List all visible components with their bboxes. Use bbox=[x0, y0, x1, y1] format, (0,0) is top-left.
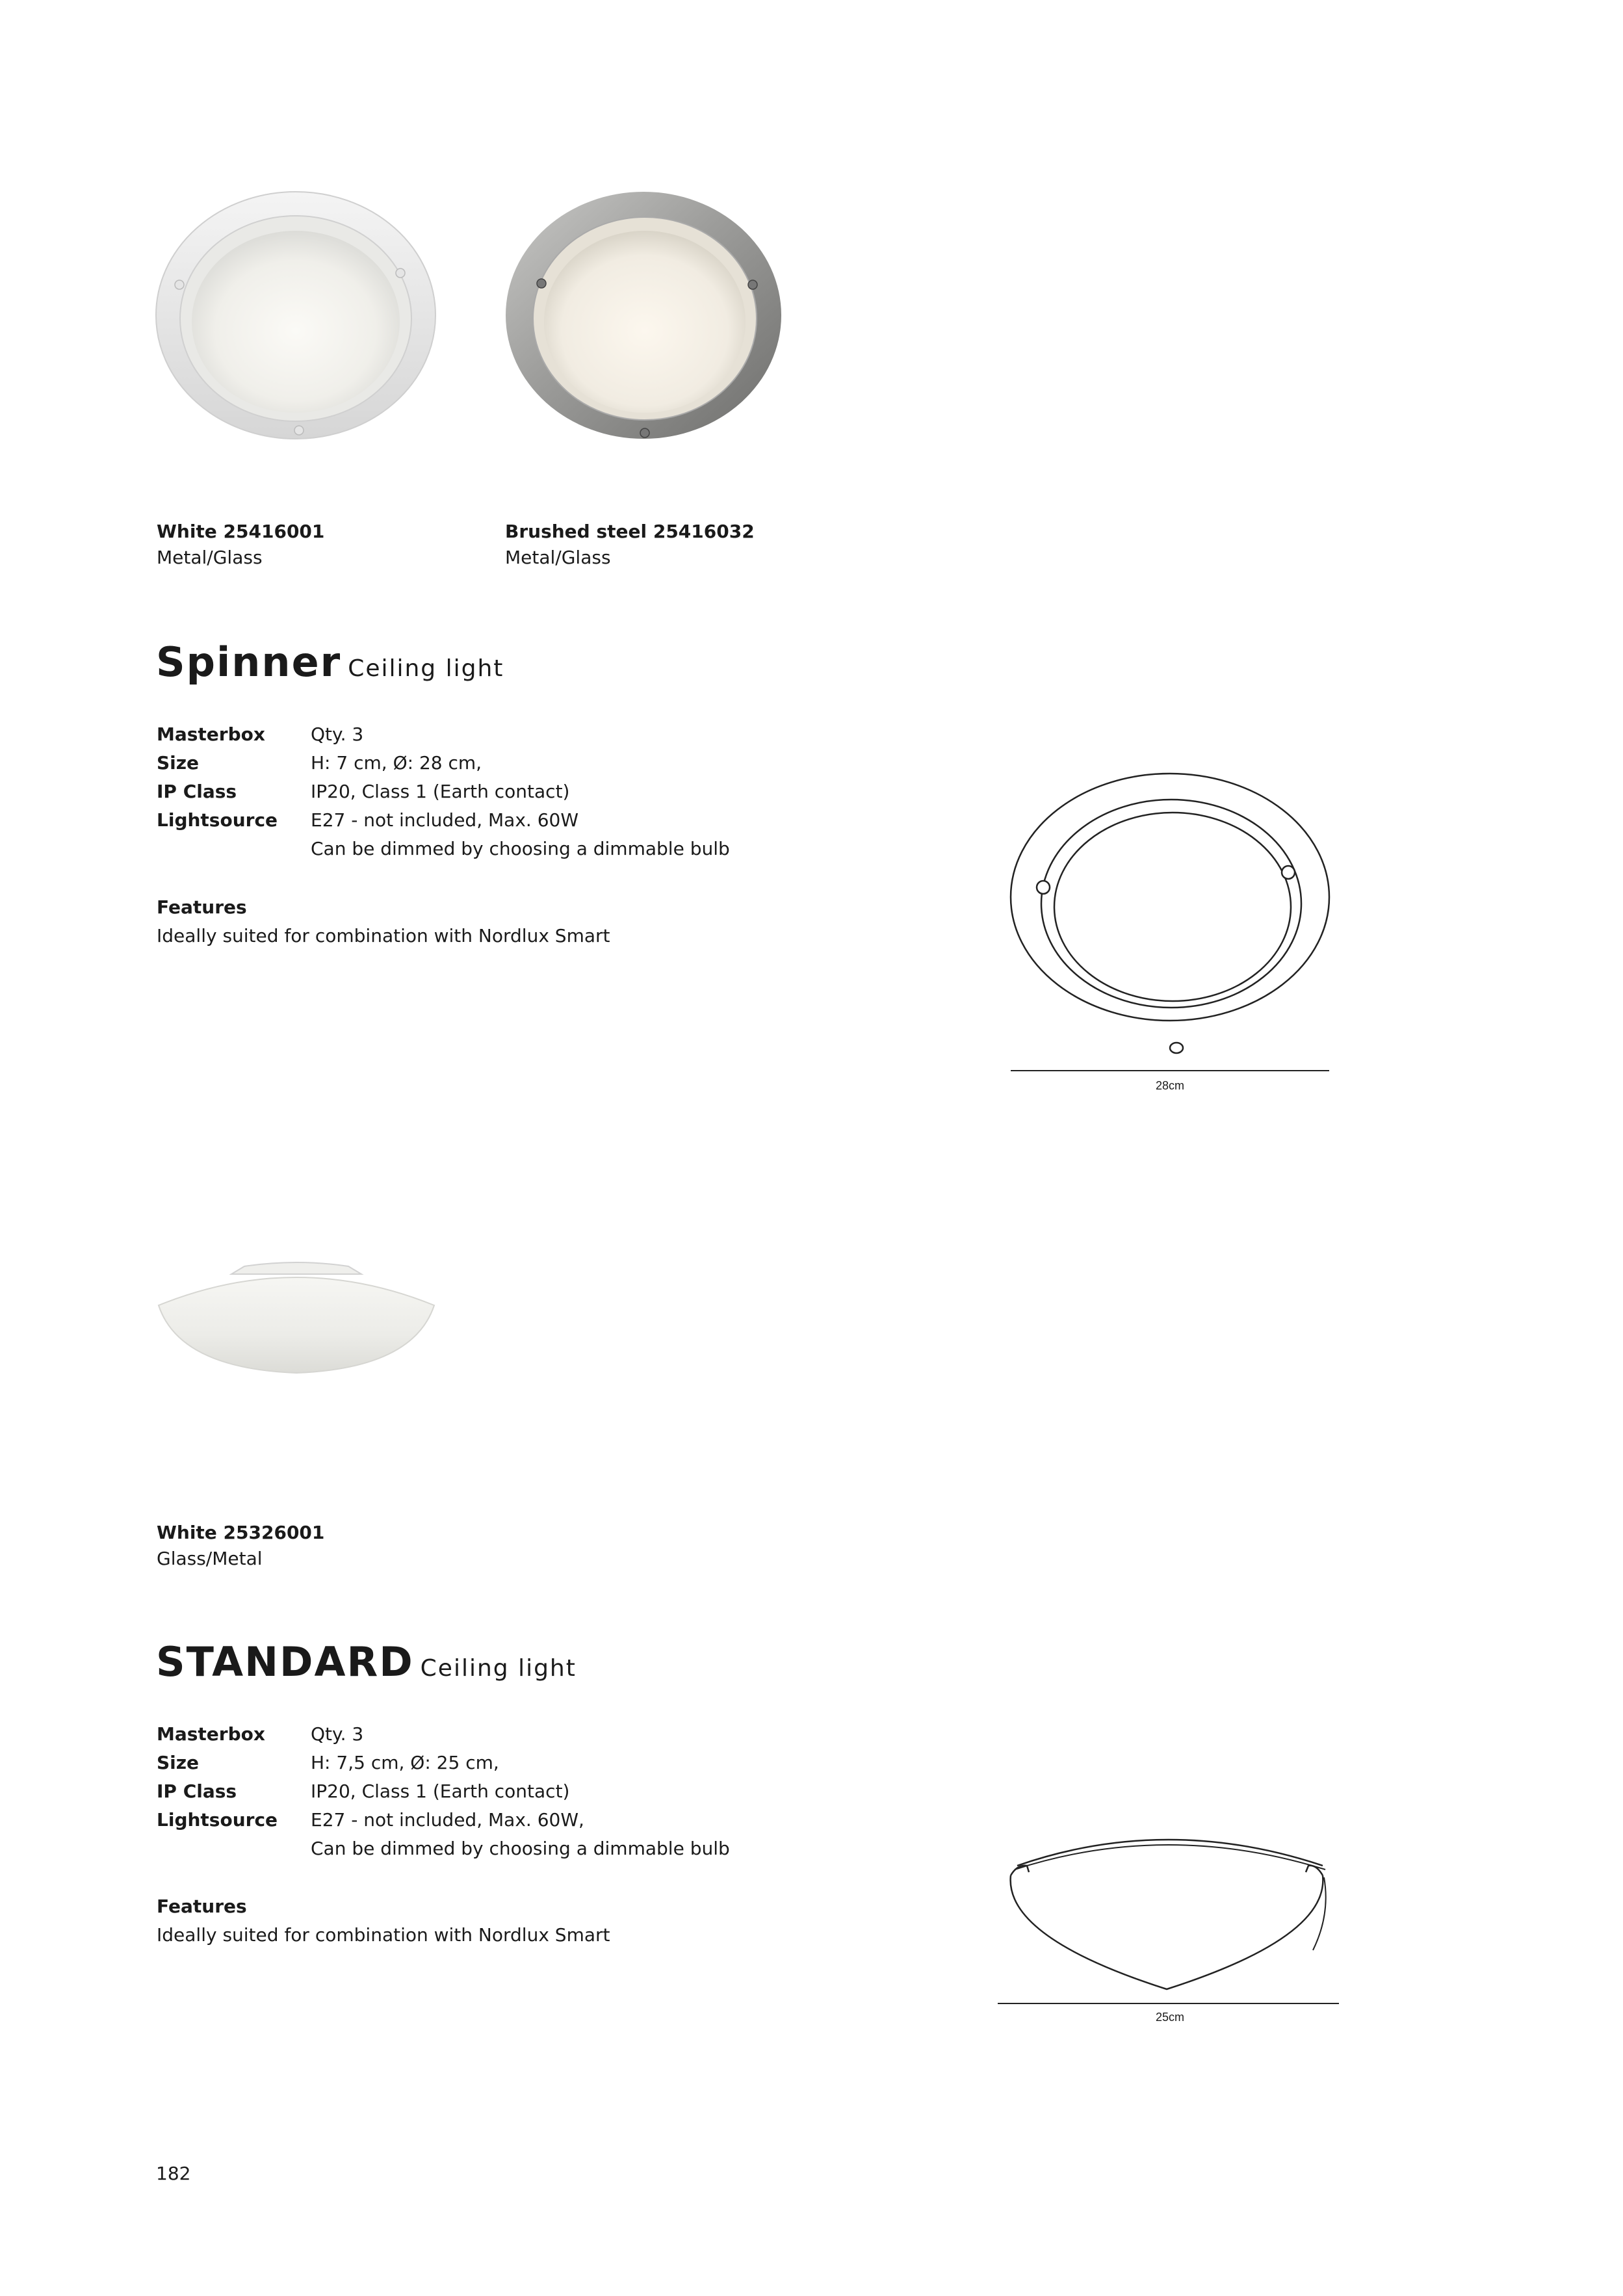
spec-label: Lightsource bbox=[157, 809, 278, 831]
variant-name: Brushed steel 25416032 bbox=[505, 521, 755, 542]
spec-value: Qty. 3 bbox=[311, 1723, 364, 1745]
standard-variant-white bbox=[157, 1520, 324, 1572]
spinner-dimension-label: 28cm bbox=[1155, 1079, 1184, 1092]
spec-label: IP Class bbox=[157, 781, 237, 802]
variant-material: Metal/Glass bbox=[505, 547, 611, 568]
variant-material: Glass/Metal bbox=[157, 1548, 263, 1569]
standard-white-product-image bbox=[153, 1255, 439, 1385]
spec-value: IP20, Class 1 (Earth contact) bbox=[311, 1781, 570, 1802]
spec-row bbox=[157, 1749, 730, 1777]
spec-row bbox=[157, 1777, 730, 1806]
standard-technical-drawing bbox=[991, 1801, 1345, 2009]
spec-value: Can be dimmed by choosing a dimmable bulb bbox=[311, 1838, 730, 1859]
product-name: Spinner bbox=[156, 638, 342, 686]
features-text: Ideally suited for combination with Nordlux Smart bbox=[157, 925, 610, 946]
spec-row bbox=[157, 806, 730, 835]
spec-label: Size bbox=[157, 1752, 200, 1773]
spinner-technical-drawing bbox=[1001, 770, 1339, 1076]
spec-row bbox=[157, 720, 730, 749]
spec-value: H: 7,5 cm, Ø: 25 cm, bbox=[311, 1752, 499, 1773]
spec-label bbox=[157, 1834, 311, 1863]
variant-material: Metal/Glass bbox=[157, 547, 263, 568]
page-number: 182 bbox=[156, 2163, 191, 2184]
variant-name: White 25326001 bbox=[157, 1522, 325, 1543]
spinner-variant-brushed-steel bbox=[505, 519, 755, 571]
features-text: Ideally suited for combination with Nordlux Smart bbox=[157, 1924, 610, 1946]
standard-spec-table bbox=[157, 1720, 730, 1863]
spec-row bbox=[157, 1720, 730, 1749]
spec-value: Qty. 3 bbox=[311, 724, 364, 745]
spec-value: E27 - not included, Max. 60W bbox=[311, 809, 579, 831]
spec-label bbox=[157, 835, 311, 863]
spec-row bbox=[157, 749, 730, 777]
spec-row bbox=[157, 1806, 730, 1834]
spec-value: IP20, Class 1 (Earth contact) bbox=[311, 781, 570, 802]
spec-value: Can be dimmed by choosing a dimmable bulb bbox=[311, 838, 730, 859]
standard-dimension-label: 25cm bbox=[1155, 2011, 1184, 2024]
product-subtitle: Ceiling light bbox=[348, 655, 504, 682]
spinner-white-product-image bbox=[153, 189, 439, 449]
spec-row bbox=[157, 835, 730, 863]
spec-label: Size bbox=[157, 752, 200, 774]
variant-name: White 25416001 bbox=[157, 521, 325, 542]
spec-row bbox=[157, 1834, 730, 1863]
standard-features bbox=[157, 1892, 610, 1950]
spinner-spec-table bbox=[157, 720, 730, 863]
spec-value: E27 - not included, Max. 60W, bbox=[311, 1809, 584, 1831]
standard-product-title bbox=[156, 1638, 577, 1686]
spinner-features bbox=[157, 893, 610, 950]
spec-label: Lightsource bbox=[157, 1809, 278, 1831]
spec-label: Masterbox bbox=[157, 724, 265, 745]
spinner-brushed-steel-product-image bbox=[500, 189, 786, 449]
spec-label: IP Class bbox=[157, 1781, 237, 1802]
spinner-variant-white bbox=[157, 519, 324, 571]
spec-row bbox=[157, 777, 730, 806]
product-name: STANDARD bbox=[156, 1638, 414, 1686]
features-label: Features bbox=[157, 1896, 247, 1917]
spinner-product-title bbox=[156, 638, 504, 686]
product-subtitle: Ceiling light bbox=[420, 1655, 577, 1682]
features-label: Features bbox=[157, 896, 247, 918]
spec-label: Masterbox bbox=[157, 1723, 265, 1745]
spec-value: H: 7 cm, Ø: 28 cm, bbox=[311, 752, 482, 774]
